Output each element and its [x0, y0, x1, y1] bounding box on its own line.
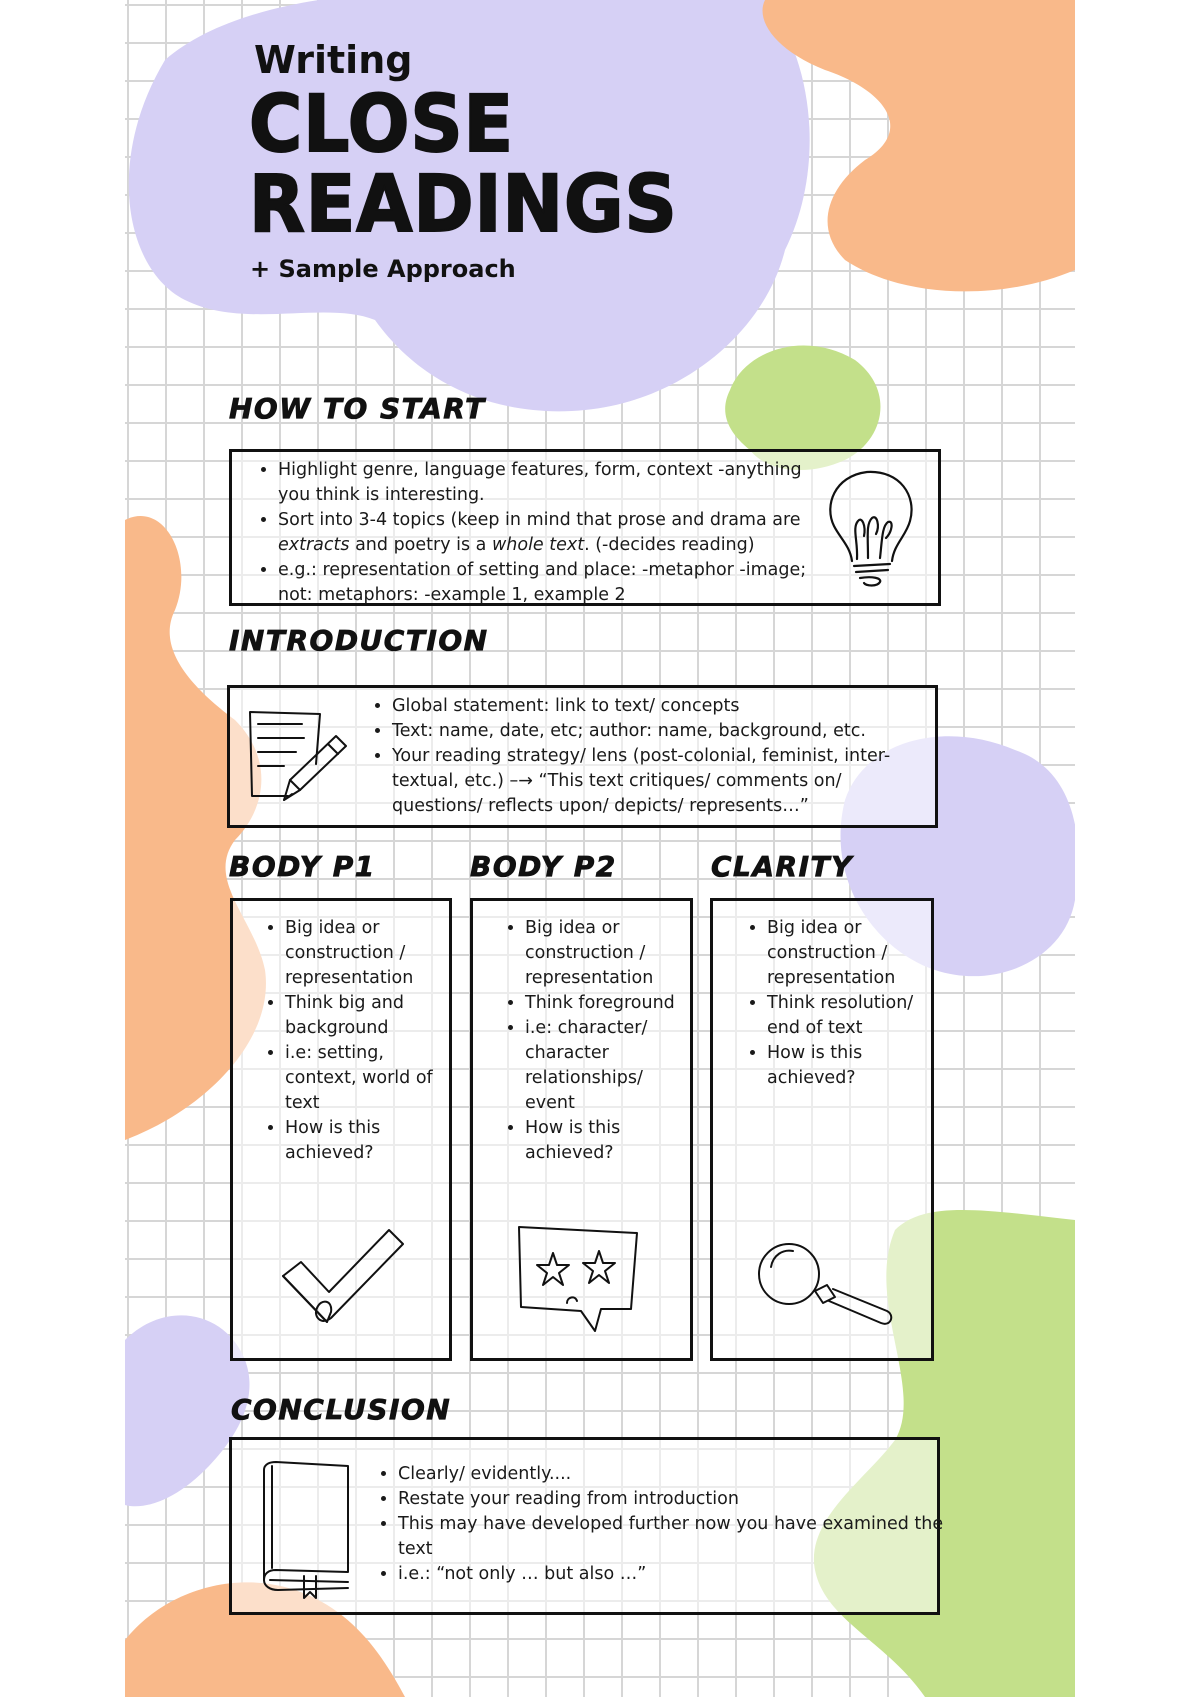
- heading-body-p1: BODY P1: [229, 850, 376, 883]
- how-to-start-item-1-b: you think is interesting.: [278, 485, 485, 505]
- body-p2-item-3: • i.e: character/ character relationships/ event: [525, 1016, 687, 1116]
- checkmark-icon: [281, 1226, 406, 1331]
- book-icon: [256, 1460, 356, 1600]
- how-to-start-item-3-a: e.g.: representation of setting and place: -metaphor -image;: [278, 560, 807, 580]
- body-p2-item-1: • Big idea or construction / representation: [525, 916, 687, 991]
- how-to-start-box: [229, 449, 941, 606]
- introduction-box: [227, 685, 938, 828]
- conclusion-item-4: • i.e.: “not only … but also …”: [398, 1562, 948, 1587]
- document-pencil-icon: [244, 708, 354, 808]
- body-p2-box: [470, 898, 693, 1361]
- subtitle: + Sample Approach: [250, 255, 516, 283]
- body-p1-item-1: • Big idea or construction / representation: [285, 916, 445, 991]
- body-p2-item-4: • How is this achieved?: [525, 1116, 687, 1166]
- body-p1-box: [230, 898, 452, 1361]
- how-to-start-item-2-pre: Sort into 3-4 topics (keep in mind that prose and drama are: [278, 510, 801, 530]
- title-kicker: Writing: [254, 38, 413, 82]
- body-p1-item-4: • How is this achieved?: [285, 1116, 445, 1166]
- magnifying-glass-icon: [757, 1239, 897, 1329]
- body-p1-item-2: • Think big and background: [285, 991, 445, 1041]
- heading-body-p2: BODY P2: [470, 850, 617, 883]
- clarity-item-2: • Think resolution/ end of text: [767, 991, 937, 1041]
- conclusion-box: [229, 1437, 944, 1615]
- heading-introduction: INTRODUCTION: [229, 624, 489, 657]
- body-p2-list: [503, 916, 687, 1166]
- how-to-start-item-3-b: not: metaphors: -example 1, example 2: [278, 585, 626, 605]
- star-speech-bubble-icon: [515, 1223, 641, 1335]
- conclusion-list: [372, 1462, 948, 1587]
- how-to-start-item-2-em2: whole text: [491, 535, 585, 555]
- lightbulb-icon: [822, 466, 922, 591]
- conclusion-item-2: • Restate your reading from introduction: [398, 1487, 948, 1512]
- introduction-item-1: • Global statement: link to text/ concepts: [392, 694, 932, 719]
- introduction-list: [366, 694, 932, 819]
- body-p2-item-2: • Think foreground: [525, 991, 687, 1016]
- conclusion-item-3: • This may have developed further now you have examined the text: [398, 1512, 948, 1562]
- introduction-item-2: • Text: name, date, etc; author: name, background, etc.: [392, 719, 932, 744]
- how-to-start-list: [252, 458, 818, 608]
- title-line-1: CLOSE: [249, 80, 514, 170]
- title-line-2: READINGS: [249, 160, 678, 250]
- heading-how-to-start: HOW TO START: [229, 392, 486, 425]
- how-to-start-item-1-a: Highlight genre, language features, form, context -anything: [278, 460, 802, 480]
- how-to-start-item-2-em1: extracts: [278, 535, 350, 555]
- body-p1-list: [263, 916, 445, 1166]
- how-to-start-item-2-mid: and poetry is a: [349, 535, 492, 555]
- clarity-box: [710, 898, 934, 1361]
- conclusion-item-1: • Clearly/ evidently....: [398, 1462, 948, 1487]
- clarity-item-1: • Big idea or construction / representation: [767, 916, 937, 991]
- heading-conclusion: CONCLUSION: [231, 1393, 452, 1426]
- heading-clarity: CLARITY: [711, 850, 853, 883]
- clarity-list: [745, 916, 937, 1091]
- how-to-start-item-3: [278, 558, 818, 608]
- how-to-start-item-2-post: . (-decides reading): [584, 535, 755, 555]
- infographic-poster: [125, 0, 1075, 1697]
- how-to-start-item-2: [278, 508, 818, 558]
- introduction-item-3: • Your reading strategy/ lens (post-colonial, feminist, inter-textual, etc.) –→ “This text critiques/ comments on/ questions/ reflects upon/ depicts/ represents…”: [392, 744, 932, 819]
- how-to-start-item-1: [278, 458, 818, 508]
- clarity-item-3: • How is this achieved?: [767, 1041, 937, 1091]
- body-p1-item-3: • i.e: setting, context, world of text: [285, 1041, 445, 1116]
